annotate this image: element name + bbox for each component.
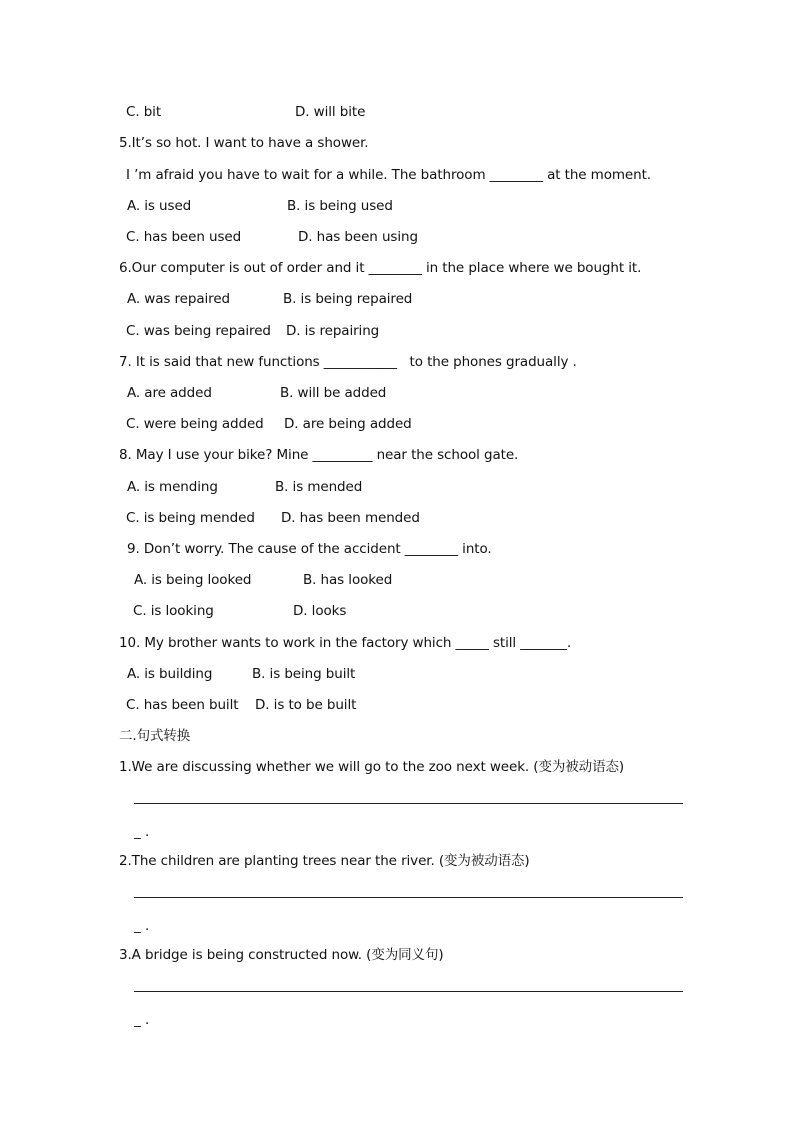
text-line-l4: A. is used (127, 198, 192, 214)
text-line-l5: C. has been used (126, 229, 242, 245)
text-line-l17: C. is looking (133, 603, 214, 619)
text-line-l20: C. has been built (126, 697, 239, 713)
text-line-l3: I ’m afraid you have to wait for a while. The bathroom ________ at the moment. (126, 167, 651, 183)
text-line-l2: 5.It’s so hot. I want to have a shower. (119, 135, 369, 151)
answer-tail-a2: _ . (134, 918, 150, 934)
text-line-l22: 1.We are discussing whether we will go to the zoo next week. (变为被动语态) (119, 759, 625, 775)
text-line-l14: C. is being mended (126, 510, 255, 526)
text-line-l19: A. is building (127, 666, 213, 682)
text-line-l11b: D. are being added (284, 416, 412, 432)
text-line-l19b: B. is being built (252, 666, 356, 682)
text-line-l15: 9. Don’t worry. The cause of the accident ________ into. (127, 541, 492, 557)
answer-rule-a2[interactable] (134, 897, 683, 898)
text-line-l13b: B. is mended (275, 479, 363, 495)
text-line-l13: A. is mending (127, 479, 218, 495)
text-line-l20b: D. is to be built (255, 697, 357, 713)
text-line-l7b: B. is being repaired (283, 291, 413, 307)
text-line-l6: 6.Our computer is out of order and it ________ in the place where we bought it. (119, 260, 642, 276)
text-line-l17b: D. looks (293, 603, 347, 619)
text-line-l1: C. bit (126, 104, 162, 120)
text-line-l14b: D. has been mended (281, 510, 420, 526)
answer-rule-a1[interactable] (134, 803, 683, 804)
text-line-l23: 2.The children are planting trees near the river. (变为被动语态) (119, 853, 530, 869)
text-line-l8b: D. is repairing (286, 323, 380, 339)
text-line-l8: C. was being repaired (126, 323, 271, 339)
text-line-l9: 7. It is said that new functions ___________ to the phones gradually . (119, 354, 577, 370)
text-line-l16b: B. has looked (303, 572, 393, 588)
text-line-l7: A. was repaired (127, 291, 230, 307)
text-line-l21: 二.句式转换 (119, 728, 191, 744)
text-line-l4b: B. is being used (287, 198, 393, 214)
text-line-l10b: B. will be added (280, 385, 387, 401)
answer-tail-a3: _ . (134, 1012, 150, 1028)
text-line-l18: 10. My brother wants to work in the factory which _____ still _______. (119, 635, 572, 651)
text-line-l24: 3.A bridge is being constructed now. (变为同义句) (119, 947, 444, 963)
text-line-l11: C. were being added (126, 416, 264, 432)
text-line-l16: A. is being looked (134, 572, 252, 588)
text-line-l10: A. are added (127, 385, 212, 401)
answer-tail-a1: _ . (134, 824, 150, 840)
text-line-l1b: D. will bite (295, 104, 366, 120)
text-line-l5b: D. has been using (298, 229, 418, 245)
answer-rule-a3[interactable] (134, 991, 683, 992)
text-line-l12: 8. May I use your bike? Mine _________ near the school gate. (119, 447, 519, 463)
